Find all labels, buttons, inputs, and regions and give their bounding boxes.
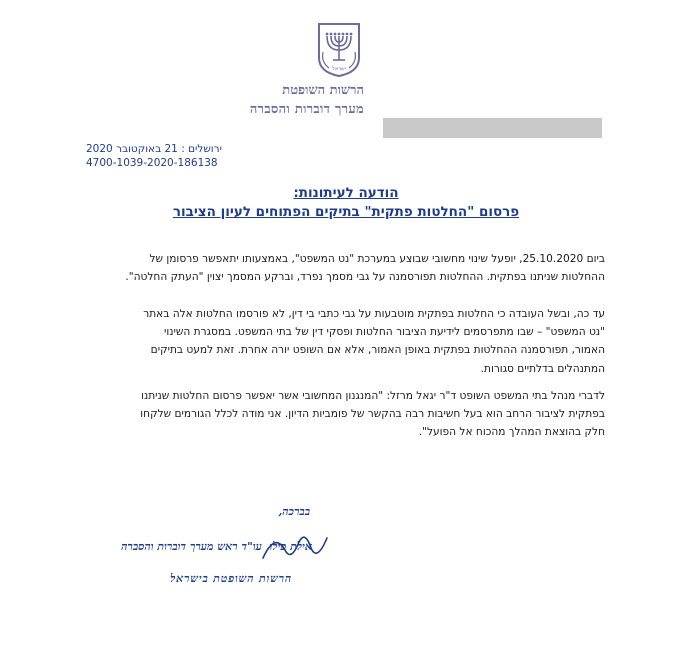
paragraph-line: חלק בהוצאת המהלך מהכוח אל הפועל".: [418, 426, 605, 439]
state-emblem-icon: [315, 22, 363, 78]
paragraph-line: המתנהלים בדלתיים סגורות.: [480, 362, 605, 375]
signer-name: אילת פילו, עו"ד ראש מערך דוברות והסברה: [121, 540, 312, 553]
paragraph-line: ההחלטות שניתנו בפתקית. ההחלטות תפורסמנה על גבי מסמך נפרד, וברקע המסמך יצוין "העתק החלטה".: [125, 271, 605, 284]
paragraph-line: לדברי מנהל בתי המשפט השופט ד"ר יגאל מרזל: "המנגנון המחשובי אשר יאפשר פרסום החלטות שניתנו: [141, 390, 605, 402]
paragraph-2: [86, 305, 605, 378]
org-department: מערך דוברות והסברה: [249, 102, 364, 117]
closing-greeting: בברכה,: [278, 505, 310, 518]
paragraph-3: [86, 387, 605, 442]
paragraph-1: [86, 250, 605, 286]
paragraph-line: בפתקית לציבור הרחב הוא בעל חשיבות רבה בהקשר של פומביות הדיון. אני מודה לכלל הגורמים שלקחו: [140, 408, 605, 421]
document-date: ירושלים : 21 באוקטובר 2020: [86, 143, 222, 155]
paragraph-line: האמור, תפורסמנה ההחלטות בפתקית באופן האמור, אלא אם השופט יורה אחרת. זאת למעט בתיקים: [150, 344, 605, 357]
paragraph-line: עד כה, ובשל העובדה כי החלטות בפתקית מוטבעות על גבי כתבי בי דין, לא פורסמו החלטות אלה באתר: [143, 308, 605, 320]
document-reference: 4700-1039-2020-186138: [86, 157, 218, 169]
emblem-label: ישראל: [332, 66, 346, 72]
org-name: הרשות השופטת: [282, 83, 364, 98]
release-title: הודעה לעיתונות:: [293, 185, 399, 201]
paragraph-line: "נט המשפט" – שבו מתפרסמים לידיעת הציבור החלטות ופסקי דין של בתי המשפט. במסגרת השינוי: [164, 326, 605, 339]
document-meta: [86, 142, 222, 170]
organization-header: [250, 82, 364, 120]
paragraph-line: ביום 25.10.2020, יופעל שינוי מחשובי שבוצע במערכת "נט המשפט", באמצעותו יתאפשר פרסומן של: [149, 253, 605, 265]
signer-authority: הרשות השופטת בישראל: [170, 572, 292, 585]
redacted-block: [383, 118, 602, 138]
release-subtitle: פרסום "החלטות פתקית" בתיקים הפתוחים לעיון הציבור: [172, 204, 520, 220]
